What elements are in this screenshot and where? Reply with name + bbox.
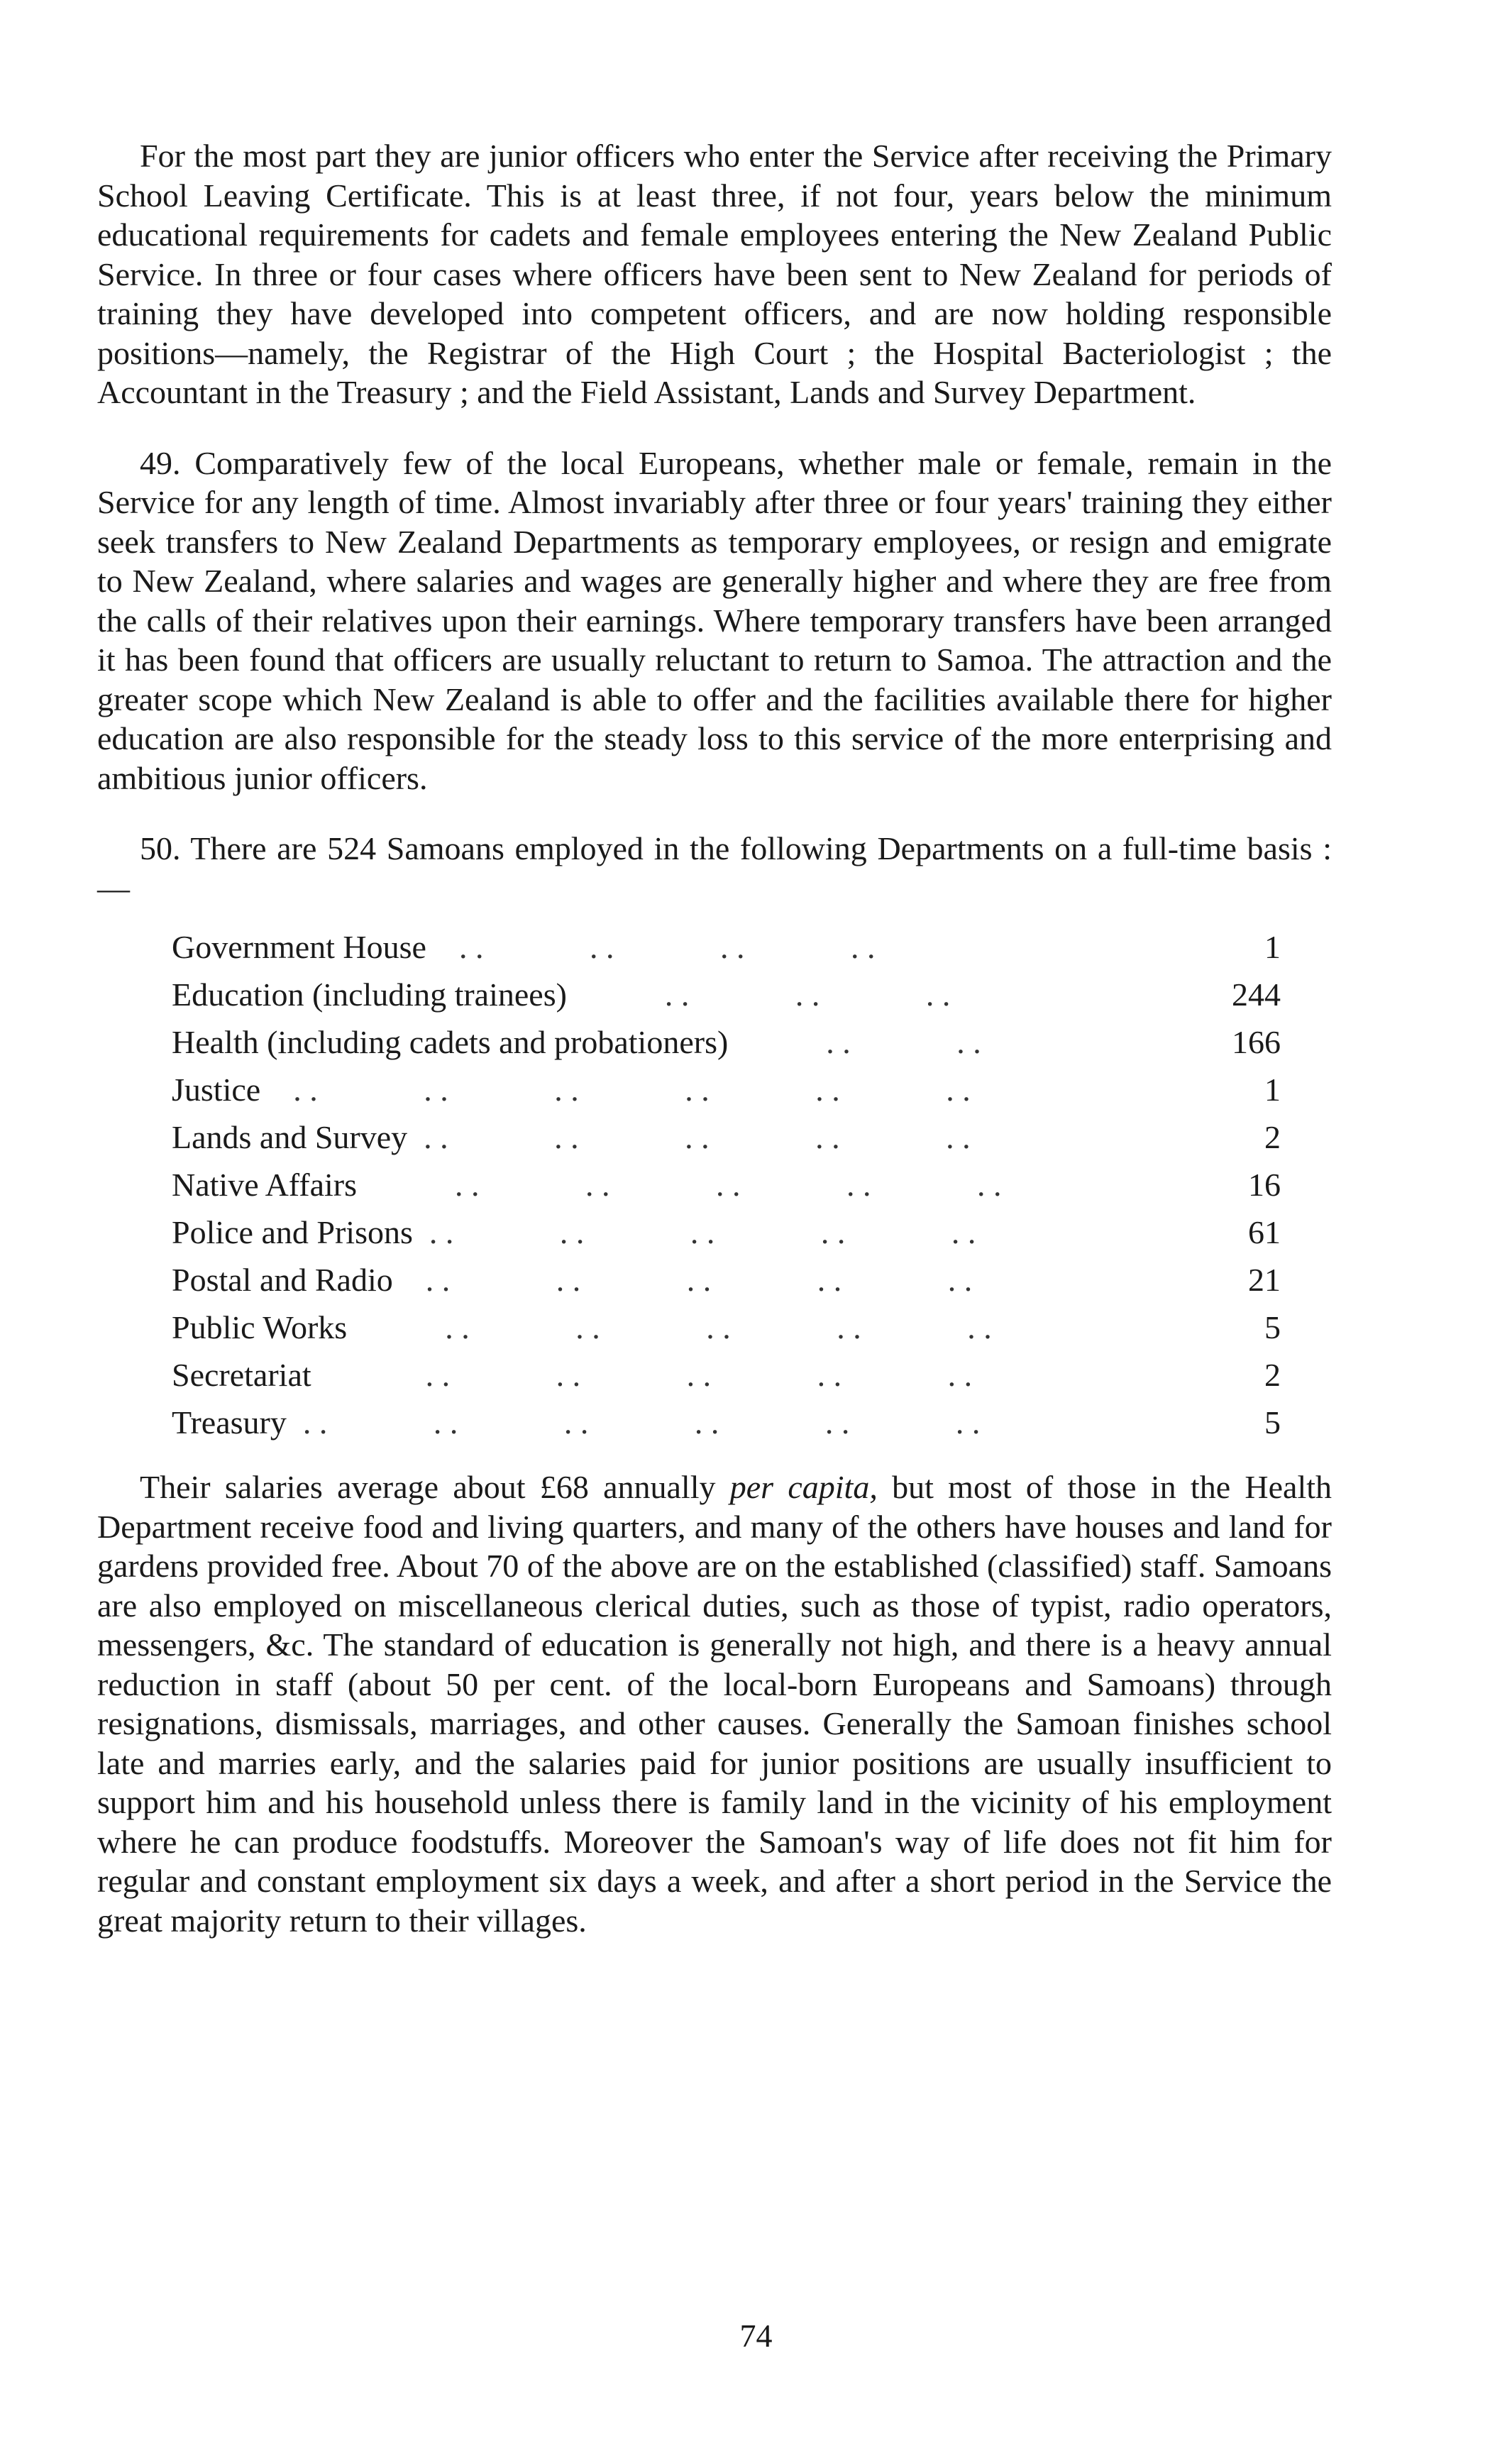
employee-count: 1 [1264,1072,1281,1108]
table-row [172,1066,1281,1113]
departments-table-body [172,923,1281,1446]
table-row [172,1399,1281,1446]
department-cell [172,1304,1023,1351]
departments-table [172,923,1281,1446]
department-name: Justice [172,1072,261,1108]
table-row [172,1304,1281,1351]
department-cell [172,1351,1023,1399]
table-row [172,971,1281,1018]
table-row [172,1113,1281,1161]
employee-count: 61 [1248,1214,1281,1250]
employee-count: 5 [1264,1309,1281,1345]
employee-count: 166 [1232,1024,1281,1060]
document-page [97,136,1332,1940]
leader-dots: .. .. .. .. [426,929,883,965]
department-cell [172,971,1023,1018]
paragraph-gap [97,798,1332,829]
paragraph-49: 49. Comparatively few of the local Europeans, whether male or female, remain in the Service for any length of time. Almost invariably after three or four years' training they either seek transfers to New Zealand Departments as temporary employees, or resign and emigrate to New Zealand, where salaries and wages are generally higher and where they are free from the calls of their relatives upon their earnings. Where temporary transfers have been arranged it has been found that officers are usually reluctant to return to Samoa. The attraction and the greater scope which New Zealand is able to offer and the facilities available there for higher education are also responsible for the steady loss to this service of the more enterprising and ambitious junior officers. [97,444,1332,796]
table-row [172,1161,1281,1208]
department-cell [172,1208,1023,1256]
department-name: Education (including trainees) [172,976,567,1013]
page-number: 74 [739,2318,773,2354]
department-name: Public Works [172,1309,348,1345]
department-cell [172,1066,1023,1113]
employee-count: 16 [1248,1167,1281,1203]
salaries-text-start: Their salaries average about £68 annually [140,1469,730,1505]
department-cell [172,1161,1023,1208]
department-name: Secretariat [172,1357,311,1393]
department-name: Postal and Radio [172,1262,393,1298]
leader-dots: .. .. .. .. .. .. [260,1072,979,1108]
paragraph-gap [97,412,1332,444]
employee-count: 1 [1264,929,1281,965]
department-cell [172,1399,1023,1446]
department-cell [172,923,1023,971]
employee-count: 5 [1264,1404,1281,1441]
department-name: Government House [172,929,426,965]
employee-count: 244 [1232,976,1281,1013]
department-name: Police and Prisons [172,1214,413,1250]
leader-dots: .. .. .. .. .. [347,1309,1000,1345]
paragraph-50: 50. There are 524 Samoans employed in the following Departments on a full-time basis :— [97,830,1332,906]
table-row [172,1256,1281,1304]
department-name: Lands and Survey [172,1119,408,1155]
department-cell [172,1256,1023,1304]
leader-dots: .. .. .. .. .. [392,1262,981,1298]
table-row [172,923,1281,971]
leader-dots: .. .. .. .. .. [412,1214,984,1250]
department-name: Health (including cadets and probationers) [172,1024,729,1060]
department-cell [172,1018,1023,1066]
leader-dots: .. .. .. .. .. [357,1167,1010,1203]
employee-count: 2 [1264,1357,1281,1393]
employee-count: 2 [1264,1119,1281,1155]
leader-dots: .. .. .. [566,976,959,1013]
leader-dots: .. .. .. .. .. [311,1357,981,1393]
paragraph-junior-officers: For the most part they are junior officers who enter the Service after receiving the Primary School Leaving Certificate. This is at least three, if not four, years below the minimum educational requirements for cadets and female employees entering the New Zealand Public Service. In three or four cases where officers have been sent to New Zealand for periods of training they have developed into competent officers, and are now holding responsible positions—namely, the Registrar of the High Court ; the Hospital Bacteriologist ; the Accountant in the Treasury ; and the Field Assistant, Lands and Survey Department. [97,138,1332,410]
department-cell [172,1113,1023,1161]
paragraph-salaries [97,1467,1332,1940]
paragraph-gap [97,1446,1332,1467]
table-row [172,1018,1281,1066]
table-row [172,1351,1281,1399]
table-row [172,1208,1281,1256]
department-name: Treasury [172,1404,287,1441]
leader-dots: .. .. [728,1024,990,1060]
salaries-text-rest: but most of those in the Health Department receive food and living quarters, and many of the others have houses and land for gardens provided free. About 70 of the above are on the established (classified) staff. Samoans are also employed on miscellaneous clerical duties, such as those of typist, radio operators, messengers, &c. The standard of education is generally not high, and there is a heavy annual reduction in staff (about 50 per cent. of the local-born Europeans and Samoans) through resignations, dismissals, marriages, and other causes. Generally the Samoan finishes school late and marries early, and the salaries paid for junior positions are usually insufficient to support him and his household unless there is family land in the vicinity of his employment where he can produce foodstuffs. Moreover the Samoan's way of life does not fit him for regular and constant employment six days a week, and after a short period in the Service the great majority return to their villages. [97,1469,1332,1939]
leader-dots: .. .. .. .. .. .. [286,1404,988,1441]
department-name: Native Affairs [172,1167,358,1203]
leader-dots: .. .. .. .. .. [407,1119,979,1155]
salaries-text-italic: per capita, [729,1469,878,1505]
employee-count: 21 [1248,1262,1281,1298]
